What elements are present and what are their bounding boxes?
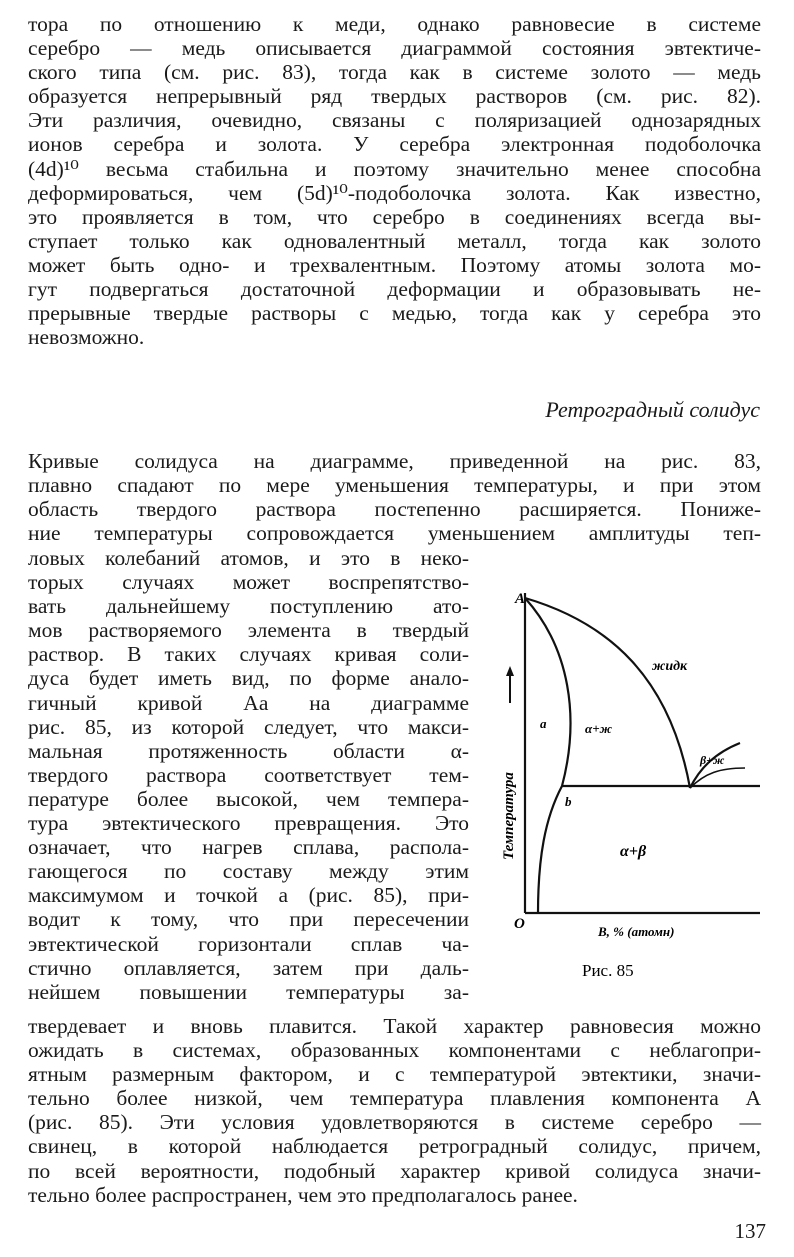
- text-line: пературе более высокой, чем темпера-: [28, 786, 469, 811]
- text-line: это проявляется в том, что серебро в соединениях всегда вы-: [28, 204, 761, 229]
- text-line: гичный кривой Aa на диаграмме: [28, 690, 469, 715]
- text-line: гающегося по составу между этим: [28, 859, 469, 884]
- text-line: стично оплавляется, затем при даль-: [28, 955, 469, 980]
- phase-diagram: [490, 578, 775, 988]
- text-line: плавно спадают по мере уменьшения температуры, и при этом: [28, 473, 761, 498]
- text-line: торых случаях может воспрепятство-: [28, 570, 469, 595]
- label-alpha-liquid: α+ж: [585, 721, 612, 736]
- solidus-curve: [525, 598, 570, 786]
- text-line: ского типа (см. рис. 83), тогда как в системе золото — медь: [28, 60, 761, 85]
- text-line: (рис. 85). Эти условия удовлетворяются в системе серебро —: [28, 1110, 761, 1135]
- text-line: может быть одно- и трехвалентным. Поэтому атомы золота мо-: [28, 252, 761, 277]
- paragraph-2-start: [28, 449, 761, 545]
- text-line: нейшем повышении температуры за-: [28, 979, 469, 1004]
- paragraph-1: [28, 12, 761, 349]
- solvus-curve: [538, 786, 562, 913]
- text-line: деформироваться, чем (5d)¹⁰-подоболочка золота. Как известно,: [28, 180, 761, 205]
- section-heading: Ретроградный солидус: [545, 397, 760, 422]
- text-line: дуса будет иметь вид, по форме анало-: [28, 666, 469, 691]
- text-line: тура эвтектического превращения. Это: [28, 811, 469, 836]
- figure-85: [490, 578, 775, 988]
- x-axis-label: B, % (атомн): [598, 924, 675, 939]
- liquidus-curve-a: [525, 598, 690, 788]
- label-liquid: жидк: [652, 659, 688, 674]
- page-number: 137: [734, 1219, 766, 1243]
- text-line: по всей вероятности, подобный характер кривой солидуса значи-: [28, 1158, 761, 1183]
- text-line: означает, что нагрев сплава, распола-: [28, 835, 469, 860]
- arrow-head-icon: [506, 666, 514, 676]
- text-line: ионов серебра и золота. У серебра электронная подоболочка: [28, 132, 761, 157]
- paragraph-2-end: [28, 1014, 761, 1207]
- text-line: эвтектической горизонтали сплав ча-: [28, 931, 469, 956]
- label-alpha-beta: α+β: [620, 843, 647, 860]
- text-line: тора по отношению к меди, однако равновесие в системе: [28, 12, 761, 36]
- text-line: невозможно.: [28, 325, 145, 350]
- text-line: прерывные твердые растворы с медью, тогда как у серебра это: [28, 301, 761, 326]
- text-line: водит к тому, что при пересечении: [28, 907, 469, 932]
- text-line: твердевает и вновь плавится. Такой характер равновесия можно: [28, 1014, 761, 1038]
- text-line: Кривые солидуса на диаграмме, приведенной на рис. 83,: [28, 449, 761, 473]
- label-a: a: [540, 716, 547, 731]
- text-line: свинец, в которой наблюдается ретроградный солидус, причем,: [28, 1134, 761, 1159]
- paragraph-2-wrapped: [28, 546, 469, 1004]
- text-line: ятным размерным фактором, и с температурой эвтектики, значи-: [28, 1062, 761, 1087]
- text-line: серебро — медь описывается диаграммой состояния эвтектиче-: [28, 36, 761, 61]
- label-A: A: [515, 591, 526, 607]
- label-beta-liquid: β+ж: [700, 753, 725, 767]
- text-line: гут подвергаться достаточной деформации и образовывать не-: [28, 277, 761, 302]
- text-line: вать дальнейшему поступлению ато-: [28, 594, 469, 619]
- label-O: O: [514, 916, 525, 932]
- text-line: ловых колебаний атомов, и это в неко-: [28, 546, 469, 570]
- text-line: тельно более низкой, чем температура плавления компонента A: [28, 1086, 761, 1111]
- text-line: (4d)¹⁰ весьма стабильна и поэтому значительно менее способна: [28, 156, 761, 181]
- text-line: максимумом и точкой a (рис. 85), при-: [28, 883, 469, 908]
- text-line: раствор. В таких случаях кривая соли-: [28, 642, 469, 667]
- text-line: ступает только как одновалентный металл, тогда как золото: [28, 228, 761, 253]
- text-line: рис. 85, из которой следует, что макси-: [28, 714, 469, 739]
- text-line: область твердого раствора постепенно расширяется. Пониже-: [28, 497, 761, 522]
- figure-caption: Рис. 85: [582, 961, 634, 980]
- text-line: образуется непрерывный ряд твердых растворов (см. рис. 82).: [28, 84, 761, 109]
- label-b: b: [565, 794, 572, 809]
- text-line: тельно более распространен, чем это предполагалось ранее.: [28, 1182, 578, 1207]
- text-line: ние температуры сопровождается уменьшением амплитуды теп-: [28, 521, 761, 546]
- text-line: твердого раствора соответствует тем-: [28, 762, 469, 787]
- text-line: мов растворяемого элемента в твердый: [28, 618, 469, 643]
- y-axis-label: Температура: [501, 772, 517, 860]
- text-line: Эти различия, очевидно, связаны с поляризацией однозарядных: [28, 108, 761, 133]
- text-line: ожидать в системах, образованных компонентами с неблагопри-: [28, 1038, 761, 1063]
- text-line: мальная протяженность области α-: [28, 738, 469, 763]
